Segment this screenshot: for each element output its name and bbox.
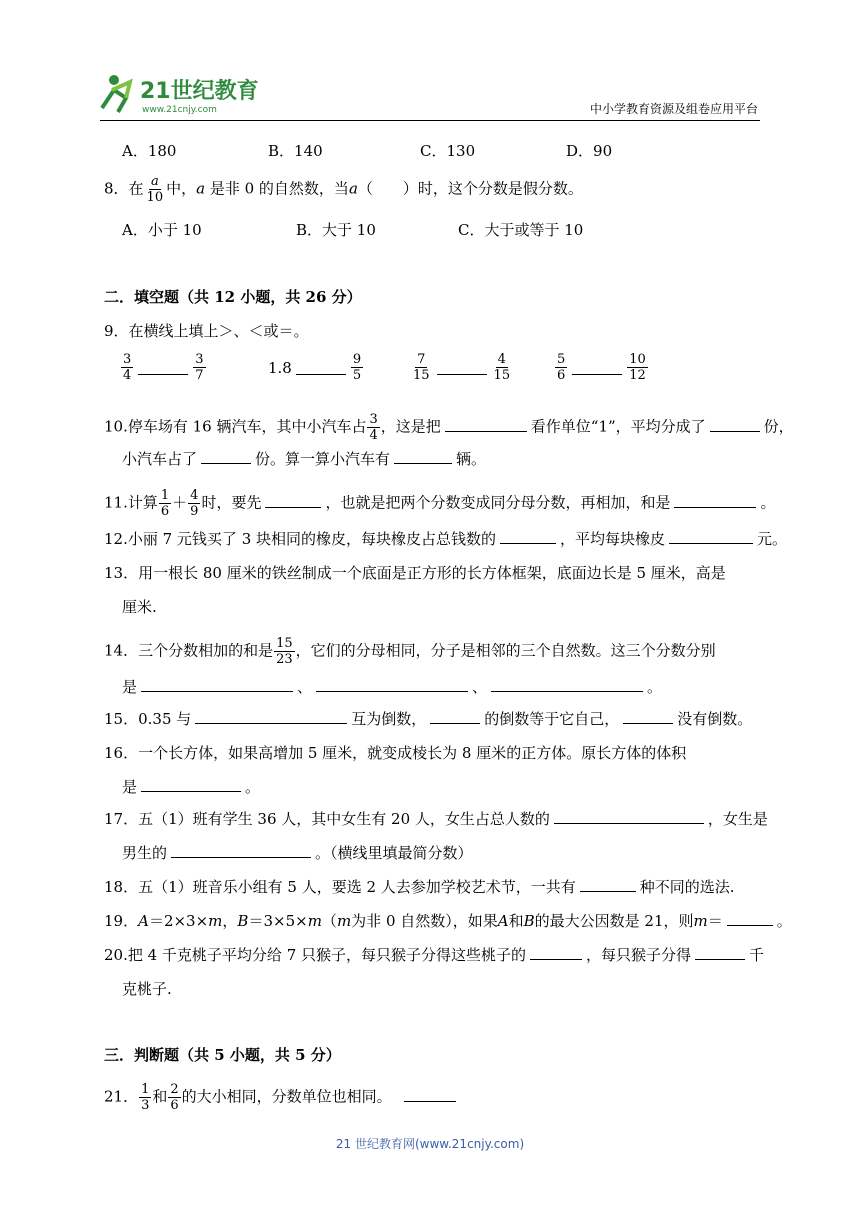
compare-pair: $\frac{7}{15}$ $\frac{4}{15}$ [413, 352, 511, 383]
answer-blank[interactable] [195, 709, 347, 724]
question-20-cont: 克桃子. [122, 980, 172, 998]
answer-blank[interactable] [623, 709, 673, 724]
question-14: 14．三个分数相加的和是 $\frac{15}{23}$ ，它们的分母相同，分子是相邻的三个自然数。这三个分数分别 [104, 636, 716, 667]
q8-option-a: A．小于 10 [122, 221, 202, 239]
question-8: 8．在 $\frac{a}{10}$ 中，a 是非 0 的自然数，当a（ ）时，这个分数是假分数。 [104, 174, 583, 205]
question-14-cont: 是 、 、 。 [122, 678, 663, 696]
site-logo [96, 68, 266, 120]
answer-blank[interactable] [572, 360, 622, 375]
answer-blank[interactable] [695, 945, 745, 960]
q8-option-b: B．大于 10 [296, 221, 376, 239]
compare-pair: $\frac{5}{6}$ $\frac{10}{12}$ [557, 352, 646, 383]
compare-pair: $\frac{3}{4}$ $\frac{3}{7}$ [123, 352, 204, 383]
question-18: 18．五（1）班音乐小组有 5 人，要选 2 人去参加学校艺术节，一共有 种不同的选法. [104, 878, 735, 896]
page-footer[interactable]: 21 世纪教育网(www.21cnjy.com) [335, 1137, 525, 1151]
answer-blank[interactable] [141, 677, 293, 692]
answer-blank[interactable] [674, 493, 756, 508]
answer-blank[interactable] [201, 449, 251, 464]
question-17-cont: 男生的 。（横线里填最简分数） [122, 844, 473, 862]
question-15: 15．0.35 与 互为倒数， 的倒数等于它自己， 没有倒数。 [104, 710, 753, 728]
q7-option-d: D．90 [566, 142, 613, 160]
compare-pair: 1.8 $\frac{9}{5}$ [268, 352, 362, 383]
header-divider [100, 120, 760, 121]
answer-blank[interactable] [580, 877, 636, 892]
answer-blank[interactable] [437, 360, 487, 375]
answer-blank[interactable] [430, 709, 480, 724]
question-13: 13．用一根长 80 厘米的铁丝制成一个底面是正方形的长方体框架，底面边长是 5 厘米，高是 [104, 564, 726, 582]
answer-blank[interactable] [554, 809, 704, 824]
q7-option-c: C．130 [420, 142, 476, 160]
question-9: 9．在横线上填上＞、＜或＝。 [104, 322, 309, 340]
q7-option-a: A．180 [122, 142, 177, 160]
answer-blank[interactable] [394, 449, 452, 464]
question-12: 12.小丽 7 元钱买了 3 块相同的橡皮，每块橡皮占总钱数的 ，平均每块橡皮 元。 [104, 530, 788, 548]
section-3-title: 三．判断题（共 5 小题，共 5 分） [104, 1046, 341, 1064]
section-2-title: 二．填空题（共 12 小题，共 26 分） [104, 288, 362, 306]
answer-blank[interactable] [404, 1087, 456, 1102]
answer-blank[interactable] [727, 911, 773, 926]
answer-blank[interactable] [491, 677, 643, 692]
answer-blank[interactable] [500, 529, 556, 544]
question-13-cont: 厘米. [122, 598, 157, 616]
answer-blank[interactable] [141, 777, 241, 792]
answer-blank[interactable] [710, 417, 760, 432]
answer-blank[interactable] [445, 417, 527, 432]
answer-blank[interactable] [138, 360, 188, 375]
question-20: 20.把 4 千克桃子平均分给 7 只猴子，每只猴子分得这些桃子的 ，每只猴子分得 千 [104, 946, 765, 964]
answer-blank[interactable] [530, 945, 582, 960]
fraction: $\frac{a}{10}$ [146, 174, 164, 205]
platform-title: 中小学教育资源及组卷应用平台 [589, 102, 758, 116]
question-21: 21． $\frac{1}{3}$ 和 $\frac{2}{6}$ 的大小相同，分数单位也相同。 [104, 1082, 760, 1113]
question-10: 10.停车场有 16 辆汽车，其中小汽车占 $\frac{3}{4}$ ，这是把 看作单位“1”，平均分成了 份， [104, 412, 794, 443]
question-16-cont: 是 。 [122, 778, 261, 796]
answer-blank[interactable] [316, 677, 468, 692]
svg-text:21世纪教育: 21世纪教育 [140, 79, 259, 104]
svg-text:www.21cnjy.com: www.21cnjy.com [142, 105, 217, 115]
question-17: 17．五（1）班有学生 36 人，其中女生有 20 人，女生占总人数的 ，女生是 [104, 810, 768, 828]
answer-blank[interactable] [265, 493, 321, 508]
answer-blank[interactable] [171, 843, 311, 858]
question-11: 11.计算 $\frac{1}{6}$ ＋ $\frac{4}{9}$ 时，要先 ，也就是把两个分数变成同分母分数，再相加，和是 。 [104, 488, 776, 519]
question-16: 16．一个长方体，如果高增加 5 厘米，就变成棱长为 8 厘米的正方体。原长方体的体积 [104, 744, 687, 762]
question-10-cont: 小汽车占了 份。算一算小汽车有 辆。 [122, 450, 487, 468]
question-19: 19．A＝2×3×m，B＝3×5×m（m为非 0 自然数），如果A和B的最大公因数是 21，则m＝ 。 [104, 912, 792, 930]
answer-blank[interactable] [296, 360, 346, 375]
q7-option-b: B．140 [268, 142, 323, 160]
answer-blank[interactable] [669, 529, 753, 544]
q8-option-c: C．大于或等于 10 [458, 221, 584, 239]
